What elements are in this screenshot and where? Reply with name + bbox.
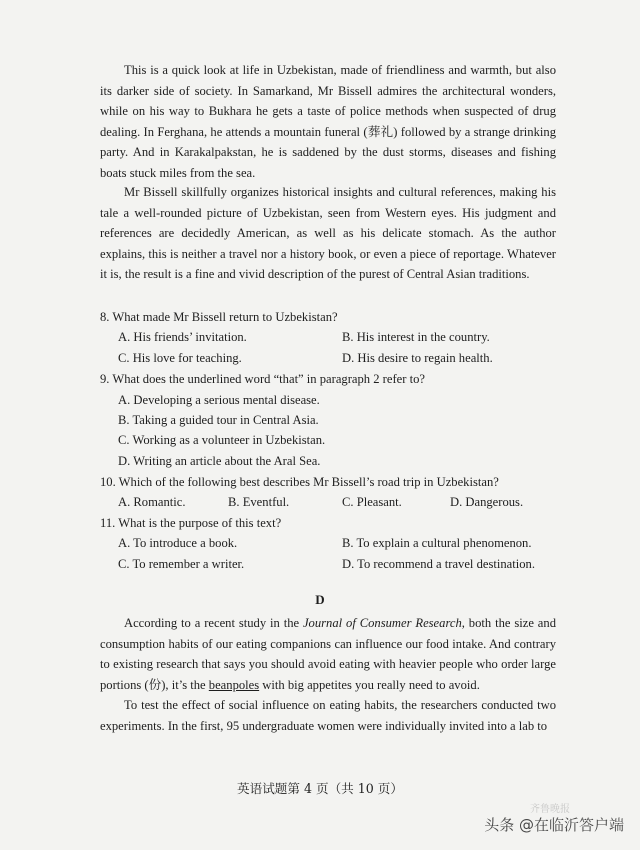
page-footer: 英语试题第 4 页（共 10 页） [237, 781, 403, 796]
question-8-option-d: D. His desire to regain health. [342, 351, 493, 365]
question-11-stem: 11. What is the purpose of this text? [100, 516, 282, 530]
watermark: 头条 @在临沂答户端 [484, 816, 624, 834]
question-9-option-c: C. Working as a volunteer in Uzbekistan. [118, 433, 326, 447]
question-8-option-a: A. His friends’ invitation. [118, 330, 247, 344]
passage-d-p1-text-end: with big appetites you really need to avoid. [259, 677, 480, 692]
underlined-word-beanpoles: beanpoles [208, 677, 260, 692]
question-10-stem: 10. Which of the following best describes Mr Bissell’s road trip in Uzbekistan? [100, 475, 499, 489]
passage-c-paragraph-2: Mr Bissell skillfully organizes historical insights and cultural references, making his tale a well-rounded picture of Uzbekistan, seen from Western eyes. His judgment and references are decidedly American, as well as his delicate stomach. As the author explains, this is neither a travel nor a history book, or even a piece of reportage. Whatever it is, the result is a fine and vivid description of the purest of Central Asian traditions. [100, 185, 556, 281]
question-8-stem: 8. What made Mr Bissell return to Uzbekistan? [100, 310, 338, 324]
question-10-option-b: B. Eventful. [228, 495, 290, 509]
question-9-option-a: A. Developing a serious mental disease. [118, 393, 320, 407]
watermark-faint: 齐鲁晚报 [530, 804, 570, 815]
passage-d-paragraph-2: To test the effect of social influence on eating habits, the researchers conducted two experiments. In the first, 95 undergraduate women were individually invited into a lab to [100, 698, 556, 733]
question-10-option-c: C. Pleasant. [342, 495, 402, 509]
section-d-heading: D [315, 592, 325, 607]
question-8-option-b: B. His interest in the country. [342, 330, 490, 344]
question-11-option-a: A. To introduce a book. [118, 536, 238, 550]
question-8-option-c: C. His love for teaching. [118, 351, 242, 365]
passage-c-paragraph-1: This is a quick look at life in Uzbekistan, made of friendliness and warmth, but also its darker side of society. In Samarkand, Mr Bissell admires the architectural wonders, while on his way to Bukhara he gets a taste of police methods when suspected of drug dealing. In Ferghana, he attends a mountain funeral (葬礼) followed by a strange drinking party. And in Karakalpakstan, he is saddened by the dust storms, diseases and fishing boats stuck miles from the sea. [100, 63, 556, 180]
journal-title: Journal of Consumer Research [302, 616, 462, 630]
passage-d-p1-text-middle: , both the size and consumption habits of our eating companions can influence our food intake. And contrary to existing research that says you should avoid eating with heavier people who order large portions (份), it’s the [100, 616, 556, 692]
question-9-stem: 9. What does the underlined word “that” in paragraph 2 refer to? [100, 372, 425, 386]
passage-d-p1-text-start: According to a recent study in the [124, 616, 303, 630]
question-11-option-d: D. To recommend a travel destination. [342, 557, 535, 571]
question-10-option-d: D. Dangerous. [450, 495, 524, 509]
passage-d-paragraph-1 [100, 613, 556, 695]
question-11-option-c: C. To remember a writer. [118, 557, 245, 571]
question-9-option-d: D. Writing an article about the Aral Sea. [118, 454, 321, 468]
question-11-option-b: B. To explain a cultural phenomenon. [342, 536, 532, 550]
question-9-option-b: B. Taking a guided tour in Central Asia. [118, 413, 319, 427]
question-10-option-a: A. Romantic. [118, 495, 186, 509]
